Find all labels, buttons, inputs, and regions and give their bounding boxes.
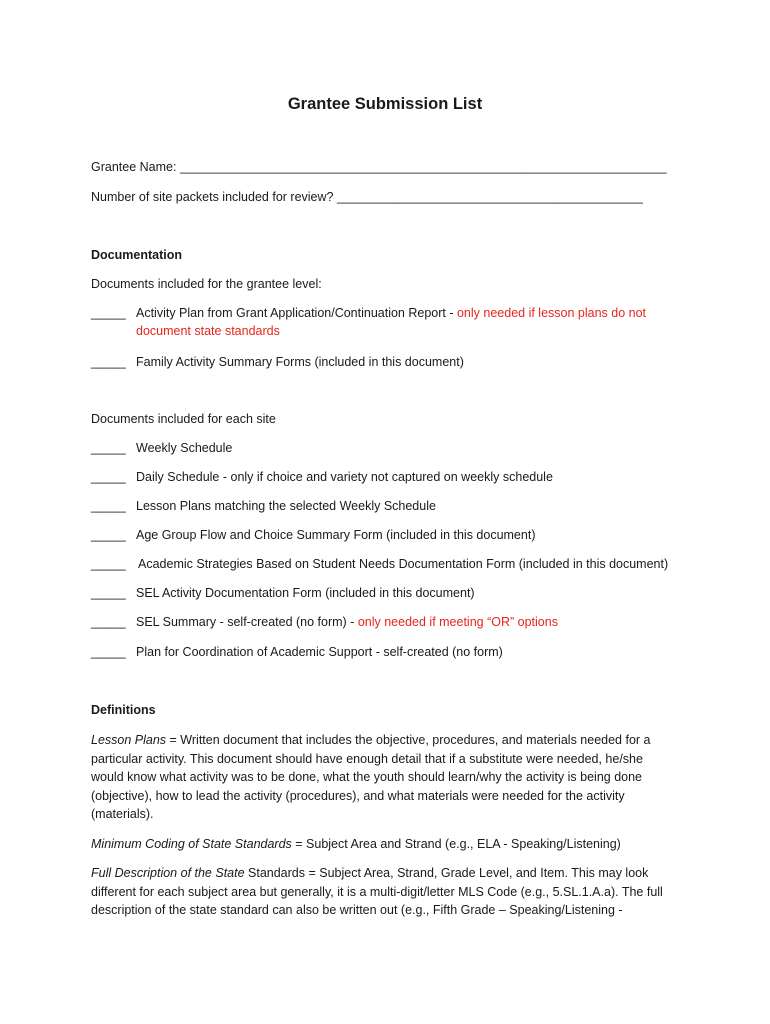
- checklist-blank: _____: [91, 499, 126, 513]
- definition-full-description: [91, 864, 676, 920]
- item-text: SEL Summary - self-created (no form) -: [136, 615, 358, 629]
- definition-minimum-coding: [91, 835, 676, 854]
- item-note: only needed if meeting “OR” options: [357, 615, 558, 629]
- site-item-sel-summary: [136, 615, 558, 629]
- checklist-blank: _____: [91, 645, 126, 659]
- site-packets-label: Number of site packets included for review?: [91, 190, 334, 204]
- item-note-continued: document state standards: [136, 324, 280, 338]
- site-item-coordination-plan: Plan for Coordination of Academic Support - self-created (no form): [136, 645, 503, 659]
- checklist-blank: _____: [91, 470, 126, 484]
- checklist-blank: _____: [91, 586, 126, 600]
- site-item-age-group-flow: Age Group Flow and Choice Summary Form (included in this document): [136, 528, 536, 542]
- site-item-daily-schedule: Daily Schedule - only if choice and variety not captured on weekly schedule: [136, 470, 553, 484]
- site-item-academic-strategies: Academic Strategies Based on Student Needs Documentation Form (included in this document): [138, 557, 669, 571]
- definition-lesson-plans: [91, 731, 676, 824]
- checklist-blank: _____: [91, 441, 126, 455]
- documentation-heading: Documentation: [91, 248, 182, 262]
- site-item-sel-activity: SEL Activity Documentation Form (included in this document): [136, 586, 475, 600]
- definition-text: Standards = Subject Area, Strand, Grade Level, and Item. This may look different for each subject area but generally, it is a multi-digit/letter MLS Code (e.g., 5.SL.1.A.a). The full description of the state standard can also be written out (e.g., Fifth Grade – Speaking/Listening -: [91, 866, 663, 918]
- checklist-blank: _____: [91, 306, 126, 320]
- definition-text: = Written document that includes the objective, procedures, and materials needed for a particular activity. This document should have enough detail that if a substitute were needed, he/she would know what activity was to be done, what the youth should learn/why the activity is being done (objective), how to lead the activity (procedures), and what materials were needed for the activity (materials).: [91, 733, 651, 822]
- grantee-name-label: Grantee Name:: [91, 160, 177, 174]
- checklist-blank: _____: [91, 557, 126, 571]
- page-title: Grantee Submission List: [287, 95, 483, 113]
- definitions-heading: Definitions: [91, 703, 156, 717]
- definition-term: Minimum Coding of State Standards: [91, 837, 292, 851]
- site-packets-field: [91, 190, 643, 204]
- checklist-blank: _____: [91, 615, 126, 629]
- site-item-weekly-schedule: Weekly Schedule: [136, 441, 233, 455]
- definition-term: Full Description of the State: [91, 866, 245, 880]
- item-note: only needed if lesson plans do not: [456, 306, 647, 320]
- definition-term: Lesson Plans: [91, 733, 167, 747]
- grantee-name-field: [91, 160, 667, 174]
- grantee-item-family-activity: Family Activity Summary Forms (included in this document): [136, 355, 464, 369]
- item-text: Activity Plan from Grant Application/Continuation Report -: [136, 306, 457, 320]
- site-item-lesson-plans: Lesson Plans matching the selected Weekly Schedule: [136, 499, 436, 513]
- definition-text: = Subject Area and Strand (e.g., ELA - Speaking/Listening): [291, 837, 621, 851]
- grantee-name-blank: ______________________________________________________________________: [179, 160, 667, 174]
- checklist-blank: _____: [91, 528, 126, 542]
- site-packets-blank: ____________________________________________: [336, 190, 643, 204]
- site-intro: Documents included for each site: [91, 412, 276, 426]
- grantee-item-activity-plan: [136, 306, 646, 320]
- checklist-blank: _____: [91, 355, 126, 369]
- grantee-level-intro: Documents included for the grantee level:: [91, 277, 322, 291]
